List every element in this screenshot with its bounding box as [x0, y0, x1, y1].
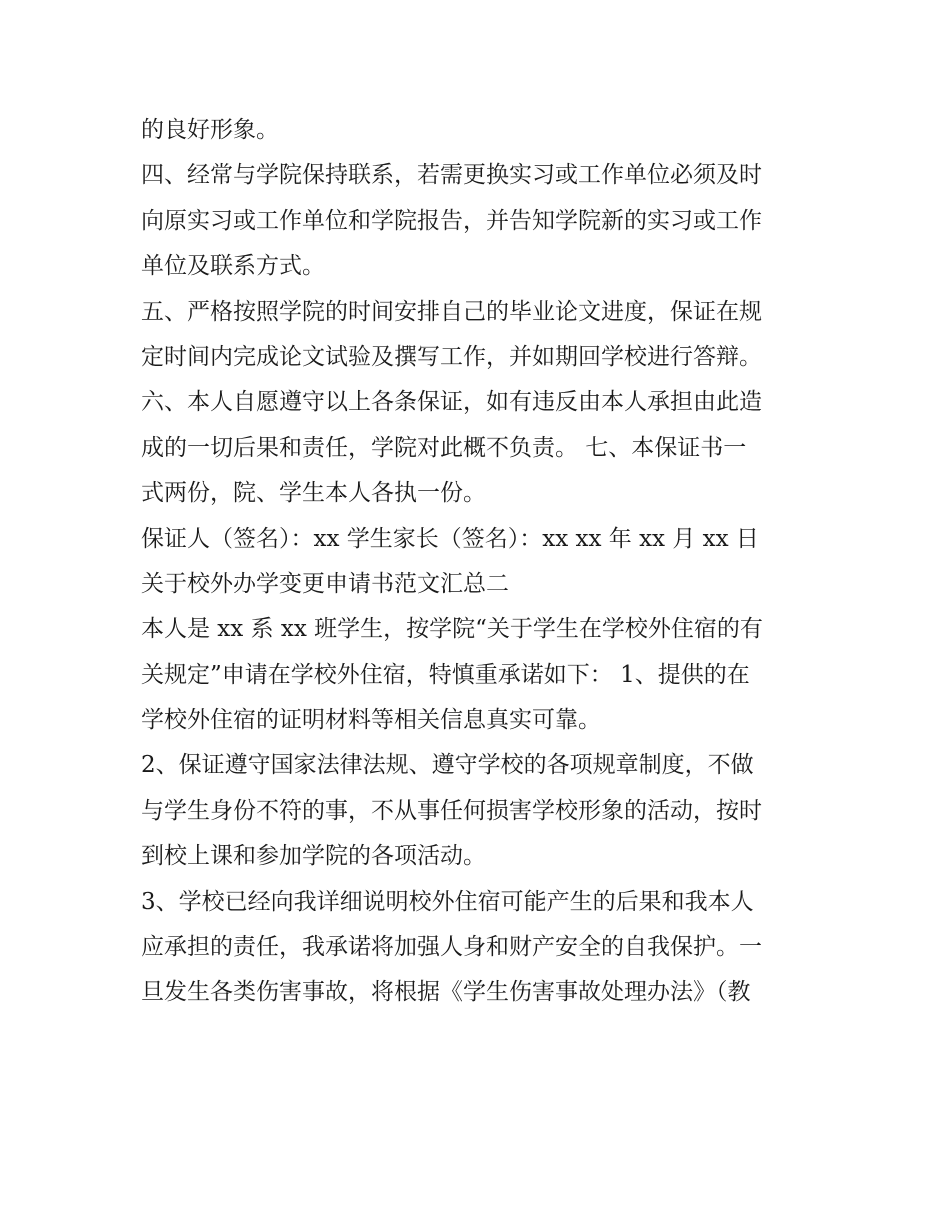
text-line: 六、本人自愿遵守以上各条保证，如有违反由本人承担由此造 [141, 389, 762, 416]
text-line: 与学生身份不符的事，不从事任何损害学校形象的活动，按时 [141, 797, 762, 824]
text-line: 2、保证遵守国家法律法规、遵守学校的各项规章制度，不做 [141, 752, 754, 779]
document-body [141, 108, 816, 1016]
text-line: 的良好形象。 [141, 117, 279, 143]
text-line: 本人是 xx 系 xx 班学生，按学院“关于学生在学校外住宿的有 [141, 616, 763, 643]
text-line: 四、经常与学院保持联系，若需更换实习或工作单位必须及时 [141, 162, 762, 189]
text-line: 向原实习或工作单位和学院报告，并告知学院新的实习或工作 [141, 207, 762, 234]
text-line: 单位及联系方式。 [141, 253, 325, 280]
text-line: 成的一切后果和责任，学院对此概不负责。 七、本保证书一 [141, 434, 747, 461]
text-line: 3、学校已经向我详细说明校外住宿可能产生的后果和我本人 [141, 888, 754, 915]
text-line: 学校外住宿的证明材料等相关信息真实可靠。 [141, 707, 601, 734]
text-line: 关规定”申请在学校外住宿，特慎重承诺如下： 1、提供的在 [141, 661, 750, 688]
section-heading: 关于校外办学变更申请书范文汇总二 [141, 570, 509, 597]
text-line: 定时间内完成论文试验及撰写工作，并如期回学校进行答辩。 [141, 343, 762, 370]
signature-line: 保证人（签名）：xx 学生家长（签名）：xx xx 年 xx 月 xx 日 [141, 525, 759, 552]
text-line: 五、严格按照学院的时间安排自己的毕业论文进度，保证在规 [141, 298, 762, 325]
text-line: 到校上课和参加学院的各项活动。 [141, 843, 486, 870]
text-line: 旦发生各类伤害事故，将根据《学生伤害事故处理办法》（教 [141, 979, 751, 1006]
text-line: 应承担的责任，我承诺将加强人身和财产安全的自我保护。一 [141, 934, 762, 961]
text-line: 式两份，院、学生本人各执一份。 [141, 480, 486, 507]
